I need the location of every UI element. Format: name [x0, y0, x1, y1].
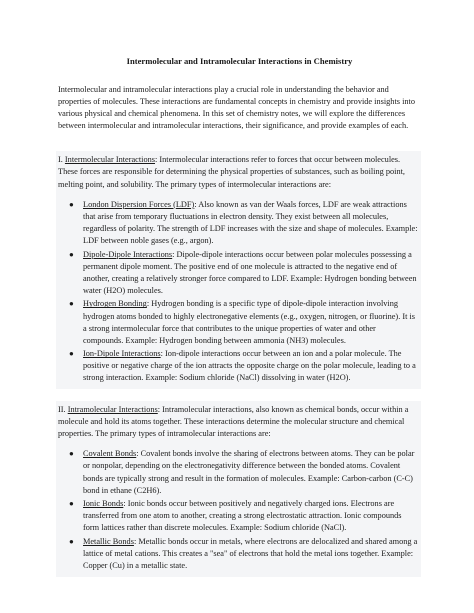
- list-item: [58, 199, 418, 247]
- list-item: [58, 536, 418, 572]
- section-intramolecular-paragraph: [58, 404, 418, 440]
- term-ion-dipole: Ion-Dipole Interactions: [83, 349, 161, 359]
- item-text: : Also known as van der Waals forces, LDF are weak attractions that arise from temporary fluctuations in electron density. They exist between all molecules, regardless of polarity. The strength of LDF increases with the size and shape of molecules. Example: LDF between noble gases (e.g., argon).: [83, 199, 418, 245]
- section-number: I.: [58, 155, 65, 165]
- term-dipole-dipole: Dipole-Dipole Interactions: [83, 249, 173, 259]
- section-text: : Intermolecular interactions refer to forces that occur between molecules. These forces are responsible for determining the physical properties of substances, such as boiling point, melting point, and solubility. The primary types of intermolecular interactions are:: [58, 155, 405, 189]
- list-item: [58, 448, 418, 496]
- intermolecular-list: [58, 199, 418, 385]
- item-text: : Covalent bonds involve the sharing of electrons between atoms. They can be polar or nonpolar, depending on the electronegativity difference between the bonded atoms. Covalent bonds are typically strong and result in the formation of molecules. Example: Carbon-carbon (C-C) bond in ethane (C2H6).: [83, 449, 415, 495]
- list-item: [58, 249, 418, 297]
- term-ionic-bonds: Ionic Bonds: [83, 499, 124, 509]
- section-intramolecular: [56, 401, 421, 577]
- section-text: : Intramolecular interactions, also known as chemical bonds, occur within a molecule and hold its atoms together. These interactions determine the molecular structure and chemical properties. The primary types of intramolecular interactions are:: [58, 405, 409, 439]
- document-content: [58, 56, 421, 577]
- term-metallic-bonds: Metallic Bonds: [83, 537, 134, 546]
- bullet-icon: ●: [69, 349, 74, 359]
- section-intermolecular: [56, 151, 421, 389]
- section-heading-intermolecular: Intermolecular Interactions: [64, 155, 155, 165]
- item-text: : Hydrogen bonding is a specific type of dipole-dipole interaction involving hydrogen atoms bonded to highly electronegative elements (e.g., oxygen, nitrogen, or fluorine). It is a strong intermolecular force that contributes to the unique properties of water and other compounds. Example: Hydrogen bonding between ammonia (NH3) molecules.: [83, 299, 416, 345]
- item-text: : Ion-dipole interactions occur between an ion and a polar molecule. The positive or negative charge of the ion attracts the opposite charge on the polar molecule, leading to a strong interaction. Example: Sodium chloride (NaCl) dissolving in water (H2O).: [83, 349, 416, 383]
- section-number: II.: [58, 405, 68, 415]
- bullet-icon: ●: [69, 499, 74, 509]
- section-heading-intramolecular: Intramolecular Interactions: [67, 405, 158, 415]
- list-item: [58, 298, 418, 346]
- item-text: : Ionic bonds occur between positively and negatively charged ions. Electrons are transferred from one atom to another, creating a strong electrostatic attraction. Ionic compounds form lattices rather than discrete molecules. Example: Sodium chloride (NaCl).: [83, 499, 402, 533]
- bullet-icon: ●: [69, 449, 74, 459]
- intramolecular-list: [58, 448, 418, 572]
- document-title: Intermolecular and Intramolecular Interactions in Chemistry: [126, 56, 353, 66]
- item-text: : Dipole-dipole interactions occur between polar molecules possessing a permanent dipole moment. The positive end of one molecule is attracted to the negative end of another, creating a relatively stronger force compared to LDF. Example: Hydrogen bonding between water (H2O) molecules.: [83, 249, 417, 295]
- list-item: [58, 498, 418, 534]
- section-intermolecular-paragraph: [58, 154, 418, 190]
- term-hydrogen-bonding: Hydrogen Bonding: [83, 299, 147, 309]
- term-ldf: London Dispersion Forces (LDF): [83, 199, 195, 209]
- bullet-icon: ●: [69, 299, 74, 309]
- item-text: : Metallic bonds occur in metals, where electrons are delocalized and shared among a lattice of metal cations. This creates a "sea" of electrons that hold the metal ions together. Example: Copper (Cu) in a metallic state.: [83, 537, 418, 571]
- bullet-icon: ●: [69, 537, 74, 546]
- bullet-icon: ●: [69, 199, 74, 209]
- intro-paragraph: Intermolecular and intramolecular interactions play a crucial role in understanding the behavior and properties of molecules. These interactions are fundamental concepts in chemistry and provide insights into various physical and chemical phenomena. In this set of chemistry notes, we will explore the differences between intermolecular and intramolecular interactions, their significance, and provide examples of each.: [58, 85, 415, 131]
- list-item: [58, 348, 418, 384]
- bullet-icon: ●: [69, 249, 74, 259]
- term-covalent-bonds: Covalent Bonds: [83, 449, 137, 459]
